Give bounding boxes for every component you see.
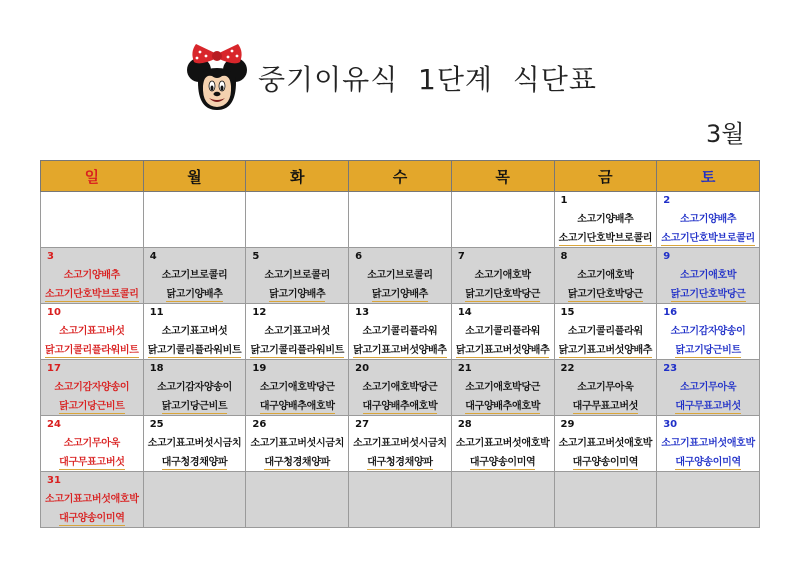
meal-second-row <box>349 453 451 468</box>
day-number: 1 <box>560 195 568 206</box>
meal-second: 대구무표고버섯 <box>572 401 639 412</box>
meal-first: 소고기콜리플라워 <box>362 326 438 337</box>
day-cell <box>657 360 760 416</box>
day-number: 29 <box>560 419 575 430</box>
day-number: 8 <box>560 251 568 262</box>
meal-first: 소고기표고버섯애호박 <box>558 438 653 449</box>
meal-second: 대구무표고버섯 <box>59 457 125 468</box>
meal-first: 소고기표고버섯애호박 <box>455 438 550 449</box>
meal-second-row <box>555 229 657 244</box>
day-number: 17 <box>47 363 61 374</box>
meal-first: 소고기브로콜리 <box>161 270 228 281</box>
day-cell <box>451 472 554 528</box>
meal-second-row <box>349 341 451 356</box>
meal-second: 닭고기표고버섯양배추 <box>353 345 447 356</box>
meal-first: 소고기감자양송이 <box>670 326 746 337</box>
day-cell <box>246 472 349 528</box>
day-cell <box>657 248 760 304</box>
meal-second: 소고기단호박브로콜리 <box>558 233 653 244</box>
meal-first: 소고기양배추 <box>680 214 737 225</box>
meal-second-row <box>144 397 246 412</box>
meal-second: 대구무표고버섯 <box>675 401 741 412</box>
day-cell <box>451 360 554 416</box>
meal-second-row <box>349 397 451 412</box>
meal-first: 소고기애호박당근 <box>465 382 541 393</box>
meal-second-row <box>452 453 554 468</box>
day-number: 31 <box>47 475 61 486</box>
meal-second-row <box>657 341 759 356</box>
meal-first: 소고기콜리플라워 <box>465 326 541 337</box>
day-number: 12 <box>252 307 267 318</box>
meal-first: 소고기양배추 <box>63 270 120 281</box>
meal-second: 닭고기당근비트 <box>59 401 125 412</box>
meal-second: 닭고기단호박당근 <box>465 289 541 300</box>
day-cell <box>451 304 554 360</box>
meal-first: 소고기브로콜리 <box>264 270 331 281</box>
meal-second-row <box>555 453 657 468</box>
meal-second: 대구양배추애호박 <box>465 401 541 412</box>
day-cell <box>554 248 657 304</box>
day-cell <box>554 192 657 248</box>
day-number: 19 <box>252 363 267 374</box>
month-label: 3월 <box>706 120 745 148</box>
day-cell <box>246 248 349 304</box>
meal-second: 대구양송이미역 <box>59 513 125 524</box>
day-cell <box>451 192 554 248</box>
meal-second-row <box>41 509 143 524</box>
meal-first: 소고기무아욱 <box>63 438 120 449</box>
week-row <box>41 416 760 472</box>
day-number: 16 <box>663 307 678 318</box>
week-row <box>41 472 760 528</box>
day-number: 27 <box>355 419 370 430</box>
day-cell <box>349 416 452 472</box>
day-number: 7 <box>457 251 465 262</box>
week-row <box>41 192 760 248</box>
meal-first: 소고기표고버섯애호박 <box>661 438 755 449</box>
day-cell <box>349 304 452 360</box>
meal-first: 소고기표고버섯시금치 <box>147 438 242 449</box>
day-cell <box>143 472 246 528</box>
meal-second-row <box>246 453 348 468</box>
meal-first: 소고기애호박 <box>577 270 634 281</box>
meal-first: 소고기표고버섯 <box>59 326 125 337</box>
day-cell <box>246 416 349 472</box>
meal-second-row <box>41 285 143 300</box>
meal-first: 소고기양배추 <box>577 214 634 225</box>
meal-second-row <box>246 285 348 300</box>
weekday-header-mon: 월 <box>143 161 246 192</box>
day-cell <box>41 360 144 416</box>
day-cell <box>657 192 760 248</box>
meal-second-row <box>246 397 348 412</box>
meal-second-row <box>452 341 554 356</box>
weekday-header-row <box>41 161 760 192</box>
meal-second-row <box>555 341 657 356</box>
day-number: 30 <box>663 419 678 430</box>
day-number: 4 <box>149 251 157 262</box>
day-cell <box>657 416 760 472</box>
day-number: 25 <box>149 419 164 430</box>
meal-second: 닭고기단호박당근 <box>670 289 746 300</box>
meal-second: 대구양송이미역 <box>675 457 741 468</box>
meal-first: 소고기무아욱 <box>577 382 634 393</box>
meal-second: 닭고기표고버섯양배추 <box>455 345 550 356</box>
meal-second: 소고기단호박브로콜리 <box>45 289 139 300</box>
day-cell <box>143 360 246 416</box>
meal-second: 닭고기당근비트 <box>675 345 741 356</box>
meal-second-row <box>41 341 143 356</box>
day-cell <box>246 304 349 360</box>
day-cell <box>41 192 144 248</box>
week-row <box>41 248 760 304</box>
day-number: 23 <box>663 363 678 374</box>
day-number: 3 <box>47 251 54 262</box>
meal-first: 소고기표고버섯 <box>264 326 331 337</box>
meal-second: 대구청경채양파 <box>367 457 433 468</box>
meal-first: 소고기표고버섯시금치 <box>250 438 345 449</box>
meal-second-row <box>246 341 348 356</box>
meal-second: 대구양배추애호박 <box>362 401 438 412</box>
day-cell <box>41 304 144 360</box>
meal-first: 소고기표고버섯 <box>161 326 228 337</box>
day-cell <box>41 416 144 472</box>
meal-calendar <box>40 160 760 528</box>
day-cell <box>246 360 349 416</box>
meal-second: 닭고기양배추 <box>371 289 429 300</box>
meal-second: 소고기단호박브로콜리 <box>661 233 755 244</box>
meal-first: 소고기애호박당근 <box>362 382 438 393</box>
day-cell <box>349 360 452 416</box>
meal-first: 소고기감자양송이 <box>157 382 232 393</box>
weekday-header-sat: 토 <box>657 161 760 192</box>
meal-second-row <box>144 341 246 356</box>
meal-second: 대구양송이미역 <box>469 457 536 468</box>
day-cell <box>554 472 657 528</box>
meal-second-row <box>144 453 246 468</box>
day-number: 14 <box>457 307 472 318</box>
day-number: 20 <box>355 363 370 374</box>
day-number: 26 <box>252 419 267 430</box>
day-cell <box>554 360 657 416</box>
meal-second: 대구양송이미역 <box>572 457 639 468</box>
day-number: 28 <box>457 419 472 430</box>
meal-second-row <box>349 285 451 300</box>
day-cell <box>246 192 349 248</box>
day-cell <box>451 416 554 472</box>
weekday-header-fri: 금 <box>554 161 657 192</box>
day-cell <box>554 416 657 472</box>
meal-first: 소고기애호박당근 <box>259 382 335 393</box>
meal-second: 대구청경채양파 <box>161 457 228 468</box>
meal-first: 소고기애호박 <box>474 270 531 281</box>
day-cell <box>349 248 452 304</box>
day-cell <box>349 472 452 528</box>
meal-first: 소고기브로콜리 <box>367 270 433 281</box>
day-cell <box>554 304 657 360</box>
week-row <box>41 360 760 416</box>
meal-second: 대구청경채양파 <box>264 457 331 468</box>
day-number: 18 <box>149 363 164 374</box>
day-cell <box>657 472 760 528</box>
meal-second-row <box>657 285 759 300</box>
meal-second-row <box>555 285 657 300</box>
meal-second-row <box>144 285 246 300</box>
page-title: 중기이유식 1단계 식단표 <box>258 63 597 96</box>
meal-first: 소고기애호박 <box>680 270 737 281</box>
day-number: 21 <box>457 363 472 374</box>
weekday-header-sun: 일 <box>41 161 144 192</box>
meal-second: 대구양배추애호박 <box>259 401 335 412</box>
day-cell <box>451 248 554 304</box>
meal-second: 닭고기콜리플라워비트 <box>250 345 345 356</box>
day-number: 10 <box>47 307 61 318</box>
meal-second: 닭고기양배추 <box>166 289 223 300</box>
meal-second-row <box>41 453 143 468</box>
meal-second-row <box>657 229 759 244</box>
meal-second: 닭고기콜리플라워비트 <box>147 345 242 356</box>
meal-second: 닭고기단호박당근 <box>567 289 643 300</box>
week-row <box>41 304 760 360</box>
day-number: 22 <box>560 363 575 374</box>
meal-second: 닭고기양배추 <box>269 289 326 300</box>
meal-first: 소고기표고버섯시금치 <box>353 438 447 449</box>
weekday-header-tue: 화 <box>246 161 349 192</box>
day-number: 2 <box>663 195 671 206</box>
day-number: 11 <box>149 307 164 318</box>
meal-first: 소고기콜리플라워 <box>567 326 643 337</box>
day-number: 13 <box>355 307 370 318</box>
weekday-header-wed: 수 <box>349 161 452 192</box>
day-cell <box>143 304 246 360</box>
day-number: 6 <box>355 251 363 262</box>
meal-first: 소고기표고버섯애호박 <box>45 494 139 505</box>
day-number: 5 <box>252 251 260 262</box>
day-cell <box>41 248 144 304</box>
meal-first: 소고기무아욱 <box>680 382 737 393</box>
day-cell <box>143 416 246 472</box>
meal-second-row <box>41 397 143 412</box>
weekday-header-thu: 목 <box>451 161 554 192</box>
meal-first: 소고기감자양송이 <box>54 382 130 393</box>
day-cell <box>349 192 452 248</box>
meal-second-row <box>452 397 554 412</box>
day-cell <box>143 248 246 304</box>
meal-second-row <box>657 397 759 412</box>
day-cell <box>41 472 144 528</box>
meal-second: 닭고기콜리플라워비트 <box>45 345 139 356</box>
meal-second-row <box>452 285 554 300</box>
meal-second: 닭고기표고버섯양배추 <box>558 345 653 356</box>
day-cell <box>657 304 760 360</box>
day-number: 9 <box>663 251 671 262</box>
meal-second: 닭고기당근비트 <box>161 401 228 412</box>
day-number: 24 <box>47 419 61 430</box>
meal-second-row <box>555 397 657 412</box>
meal-second-row <box>657 453 759 468</box>
day-number: 15 <box>560 307 575 318</box>
minnie-mouse-icon <box>186 42 248 114</box>
day-cell <box>143 192 246 248</box>
